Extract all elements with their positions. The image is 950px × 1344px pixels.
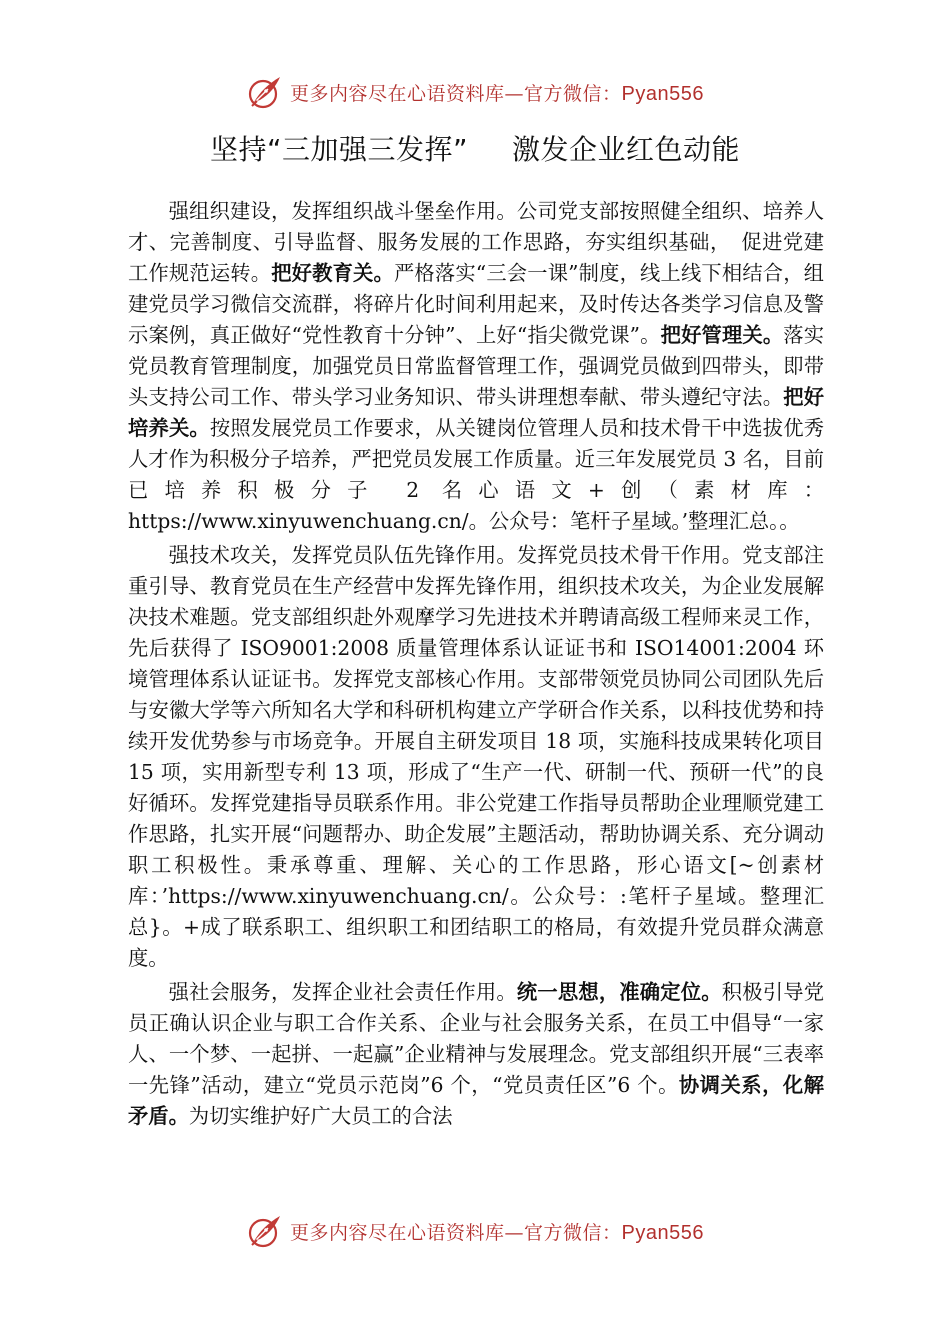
body-text: 公司党支部按照健全组织、培养人才、完善制度、引导监督、服务发展的工作思路，夯实组织基础， 促进党建工作规范运转。 bbox=[128, 199, 824, 285]
bold-subheading: 把好管理关。 bbox=[660, 323, 784, 347]
bold-subheading: 协调关系，化解矛盾。 bbox=[128, 1073, 824, 1128]
lead-heading: 强技术攻关，发挥党员队伍先锋作用。 bbox=[168, 543, 517, 567]
watermark-text: 更多内容尽在心语资料库—官方微信：Pyan556 bbox=[290, 1221, 704, 1244]
watermark-banner-bottom bbox=[0, 1209, 950, 1253]
lead-heading: 强社会服务，发挥企业社会责任作用。 bbox=[168, 980, 517, 1004]
watermark-text: 更多内容尽在心语资料库—官方微信：Pyan556 bbox=[290, 82, 704, 105]
body-text: 为切实维护好广大员工的合法 bbox=[188, 1104, 453, 1128]
pen-nib-logo-icon bbox=[246, 72, 286, 112]
body-text: 积极引导党员正确认识企业与职工合作关系、企业与社会服务关系，在员工中倡导“一家人、一个梦、一起拼、一起赢”企业精神与发展理念。党支部组织开展“三表率一先锋”活动，建立“党员示范岗”6 个，“党员责任区”6 个。 bbox=[128, 980, 824, 1097]
paragraph-organization bbox=[128, 196, 824, 537]
watermark-banner-top bbox=[0, 70, 950, 114]
pen-nib-logo-icon bbox=[246, 1211, 286, 1251]
paragraph-technology bbox=[128, 540, 824, 974]
body-text: 发挥党员技术骨干作用。党支部注重引导、教育党员在生产经营中发挥先锋作用，组织技术攻关，为企业发展解决技术难题。党支部组织赴外观摩学习先进技术并聘请高级工程师来灵工作，先后获得了 ISO9001:2008 质量管理体系认证证书和 ISO14001:2004 环境管理体系认证证书。发挥党支部核心作用。支部带领党员协同公司团队先后与安徽大学等六所知名大学和科研机构建立产学研合作关系，以科技优势和持续开发优势参与市场竞争。开展自主研发项目 18 项，实施科技成果转化项目 15 项，实用新型专利 13 项，形成了“生产一代、研制一代、预研一代”的良好循环。发挥党建指导员联系作用。非公党建工作指导员帮助企业理顺党建工作思路，扎实开展“问题帮办、助企发展”主题活动，帮助协调关系、充分调动职工积极性。秉承尊重、理解、关心的工作思路，形心语文[~创素材库：’https://www.xinyuwenchuang.cn/。公众号：:笔杆子星域。整理汇总}。+成了联系职工、组织职工和团结职工的格局，有效提升党员群众满意度。 bbox=[128, 543, 824, 970]
body-text: 严格落实“三会一课”制度，线上线下相结合，组建党员学习微信交流群，将碎片化时间利用起来，及时传达各类学习信息及警示案例，真正做好“党性教育十分钟”、上好“指尖微党课”。 bbox=[128, 261, 824, 347]
title-part-1: 坚持“三加强三发挥” bbox=[209, 133, 468, 166]
paragraph-social-service bbox=[128, 977, 824, 1132]
lead-heading: 强组织建设，发挥组织战斗堡垒作用。 bbox=[168, 199, 517, 223]
title-part-2: 激发企业红色动能 bbox=[512, 133, 741, 166]
body-text: 按照发展党员工作要求，从关键岗位管理人员和技术骨干中选拔优秀人才作为积极分子培养，严把党员发展工作质量。近三年发展党员 3 名，目前已培养积极分子 2 名心语文+创（素材库：https://www.xinyuwenchuang.cn/。公众号：笔杆子星域。’整理汇总。。 bbox=[128, 416, 824, 533]
bold-subheading: 把好教育关。 bbox=[271, 261, 394, 285]
bold-subheading: 统一思想，准确定位。 bbox=[516, 980, 722, 1004]
document-body bbox=[128, 196, 824, 1135]
page-title bbox=[0, 128, 950, 168]
bold-subheading: 把好培养关。 bbox=[128, 385, 824, 440]
body-text: 落实党员教育管理制度，加强党员日常监督管理工作，强调党员做到四带头，即带头支持公司工作、带头学习业务知识、带头讲理想奉献、带头遵纪守法。 bbox=[128, 323, 824, 409]
